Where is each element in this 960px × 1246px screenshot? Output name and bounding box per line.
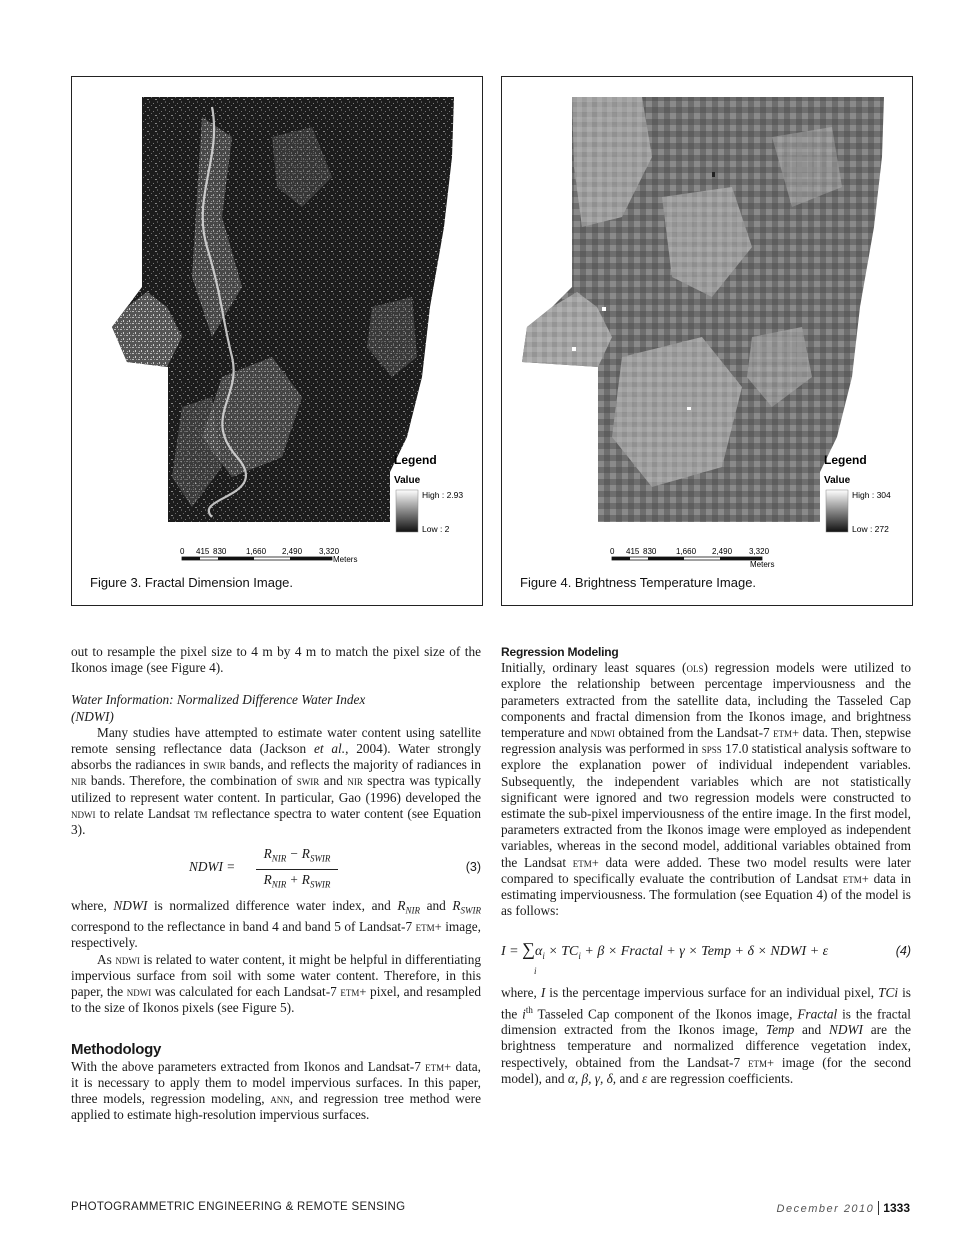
- svg-text:830: 830: [213, 547, 227, 556]
- right-column: [501, 644, 911, 1087]
- svg-text:415: 415: [626, 547, 640, 556]
- svg-text:2,490: 2,490: [712, 547, 733, 556]
- svg-text:1,660: 1,660: [246, 547, 267, 556]
- legend-high: High : 2.93: [422, 490, 464, 500]
- svg-text:3,320: 3,320: [319, 547, 340, 556]
- svg-text:Meters: Meters: [333, 555, 358, 564]
- svg-text:2,490: 2,490: [282, 547, 303, 556]
- equation-4: $I = \sum\alpha_i \times TC_i + \beta$ × Fractal + γ × Temp + δ × NDWI + ε i (4): [501, 939, 911, 977]
- regression-modeling-heading: Regression Modeling: [501, 645, 619, 659]
- fractal-dimension-map: [72, 77, 482, 605]
- paragraph: out to resample the pixel size to 4 m by 4 m to match the pixel size of the Ikonos image (see Figure 4).: [71, 644, 481, 676]
- left-column: [71, 644, 481, 1123]
- paragraph: where, I is the percentage impervious surface for an individual pixel, TCi is the $i^{th}$ Tasseled Cap component of the Ikonos image, Fractal is the fractal dimension extracted from the Ikonos image, Temp and NDWI are the brightness temperature and normalized difference vegetation index, respectively, obtained from the Landsat-7 etm+ image (for the second model), and α, β, γ, δ, and ε are regression coefficients.: [501, 985, 911, 1086]
- svg-text:Meters: Meters: [750, 560, 775, 569]
- svg-text:0: 0: [610, 547, 615, 556]
- brightness-temperature-map: [502, 77, 912, 605]
- paragraph: Many studies have attempted to estimate water content using satellite remote sensing reflectance data (Jackson et al., 2004). Water strongly absorbs the radiances in swir bands, and reflects the majority of radiances in nir bands. Therefore, the combination of swir and nir spectra was typically utilized to represent water content. In particular, Gao (1996) developed the ndwi to relate Landsat tm reflectance spectra to water content (see Equation 3).: [71, 724, 482, 838]
- page-footer: [777, 1201, 910, 1215]
- legend-low: Low : 2: [422, 524, 450, 534]
- methodology-heading: Methodology: [71, 1041, 162, 1059]
- figure-4: [501, 76, 913, 606]
- journal-name: PHOTOGRAMMETRIC ENGINEERING & REMOTE SENSING: [71, 1201, 406, 1213]
- equation-number: (4): [895, 944, 911, 959]
- paragraph: With the above parameters extracted from Ikonos and Landsat-7 etm+ data, it is necessary to apply them to model impervious surfaces. In this paper, three models, regression modeling, ann, and regression tree method were applied to estimate high-resolution impervious surfaces.: [71, 1058, 482, 1123]
- legend-low: Low : 272: [852, 524, 889, 534]
- paragraph: where, NDWI is normalized difference water index, and $R_{NIR}$ and $R_{SWIR}$ correspond to the reflectance in band 4 and band 5 of Landsat-7 etm+ image, respectively.: [71, 898, 482, 951]
- paragraph: Initially, ordinary least squares (ols) regression models were utilized to explore the relationship between percentage imperviousness and the parameters extracted from the satellite data, including the Tasseled Cap components and fractal dimension from the Ikonos image, and brightness temperature and ndwi obtained from the Landsat-7 etm+ data. Then, stepwise regression analysis was performed in spss 17.0 statistical analysis software to explore the explanation power of individual independent variables. Subsequently, the independent variables which are not statistically significant were ignored and two regression models were constructed to estimate the sub-pixel imperviousness of the entire image. In the first model, parameters extracted from the Ikonos image were employed as independent variables, whereas in the second model, additional variables obtained from the Landsat etm+ data were added. These two model results were later compared to specifically evaluate the contribution of Landsat etm+ data in estimating imperviousness. The formulation (see Equation 4) of the model is as follows:: [501, 660, 911, 919]
- figure-3-caption: Figure 3. Fractal Dimension Image.: [90, 575, 294, 590]
- legend-value-label: Value: [394, 475, 421, 486]
- legend-high: High : 304: [852, 490, 891, 500]
- legend-title: Legend: [394, 453, 437, 467]
- scale-bar: [610, 547, 774, 569]
- svg-text:830: 830: [643, 547, 657, 556]
- issue-date: December 2010: [776, 1203, 875, 1215]
- page-number: 1333: [878, 1201, 910, 1215]
- legend-title: Legend: [824, 453, 867, 467]
- equation-3: NDWI = $R_{NIR} - R_{SWIR}$ $R_{NIR} + R_{SWIR}$ (3): [189, 846, 481, 890]
- svg-text:3,320: 3,320: [749, 547, 770, 556]
- scale-bar: [180, 547, 357, 564]
- equation-number: (3): [465, 860, 481, 875]
- svg-text:415: 415: [196, 547, 210, 556]
- figure-4-caption: Figure 4. Brightness Temperature Image.: [520, 575, 757, 590]
- ndwi-subheading: Water Information: Normalized Difference Water Index (NDWI): [71, 692, 366, 724]
- figure-3: [71, 76, 483, 606]
- svg-text:0: 0: [180, 547, 185, 556]
- svg-text:1,660: 1,660: [676, 547, 697, 556]
- legend-value-label: Value: [824, 475, 851, 486]
- paragraph: As ndwi is related to water content, it might be helpful in differentiating impervious surface from soil with some water content. Therefore, in this paper, the ndwi was calculated for each Landsat-7 etm+ pixel, and resampled to the size of Ikonos pixels (see Figure 5).: [71, 951, 481, 1016]
